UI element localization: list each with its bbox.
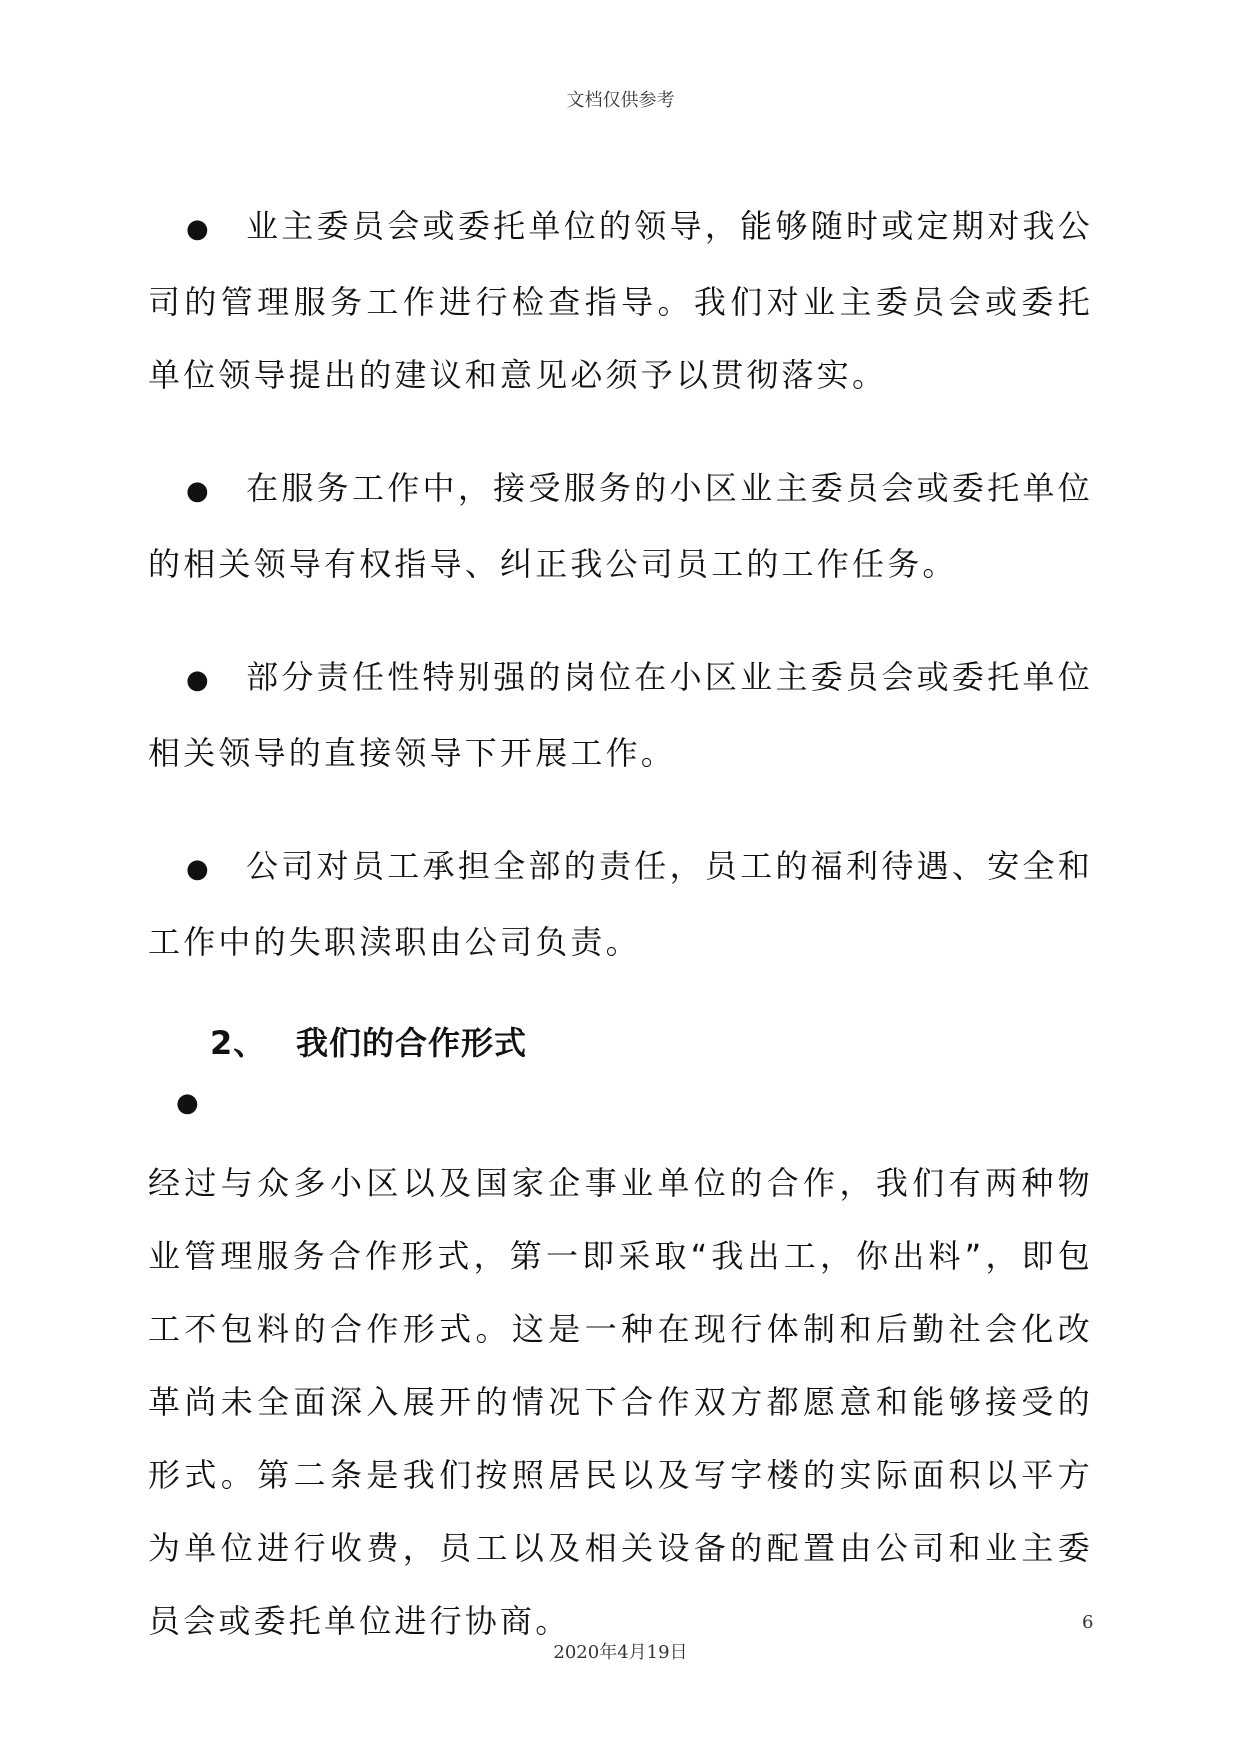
bullet-icon: ● bbox=[186, 476, 209, 506]
page-header: 文档仅供参考 bbox=[566, 90, 675, 111]
bullet-paragraph-4 bbox=[148, 830, 1093, 979]
paragraph-text: 部分责任性特别强的岗位在小区业主委员会或委托单位相关领导的直接领导下开展工作。 bbox=[148, 658, 1093, 772]
bullet-icon: ● bbox=[186, 854, 209, 884]
section-number: 2、 bbox=[210, 1024, 267, 1062]
empty-bullet-icon: ● bbox=[176, 1088, 199, 1118]
paragraph-text: 在服务工作中，接受服务的小区业主委员会或委托单位的相关领导有权指导、纠正我公司员工的工作任务。 bbox=[148, 469, 1093, 583]
paragraph-text: 业主委员会或委托单位的领导，能够随时或定期对我公司的管理服务工作进行检查指导。我们对业主委员会或委托单位领导提出的建议和意见必须予以贯彻落实。 bbox=[148, 207, 1093, 394]
bullet-paragraph-2 bbox=[148, 452, 1093, 601]
bullet-paragraph-3 bbox=[148, 641, 1093, 790]
section-title: 我们的合作形式 bbox=[296, 1024, 528, 1062]
bullet-icon: ● bbox=[186, 214, 209, 244]
document-body bbox=[148, 190, 1093, 1698]
body-paragraph: 经过与众多小区以及国家企事业单位的合作，我们有两种物业管理服务合作形式，第一即采取“我出工，你出料”，即包工不包料的合作形式。这是一种在现行体制和后勤社会化改革尚未全面深入展开的情况下合作双方都愿意和能够接受的形式。第二条是我们按照居民以及写字楼的实际面积以平方为单位进行收费，员工以及相关设备的配置由公司和业主委员会或委托单位进行协商。 bbox=[148, 1164, 1093, 1640]
section-heading bbox=[210, 1013, 1093, 1073]
bullet-paragraph-1 bbox=[148, 190, 1093, 412]
footer-date: 2020年4月19日 bbox=[553, 1642, 688, 1663]
paragraph-text: 公司对员工承担全部的责任，员工的福利待遇、安全和工作中的失职渎职由公司负责。 bbox=[148, 847, 1093, 961]
page-number: 6 bbox=[1082, 1612, 1094, 1633]
bullet-icon: ● bbox=[186, 665, 209, 695]
